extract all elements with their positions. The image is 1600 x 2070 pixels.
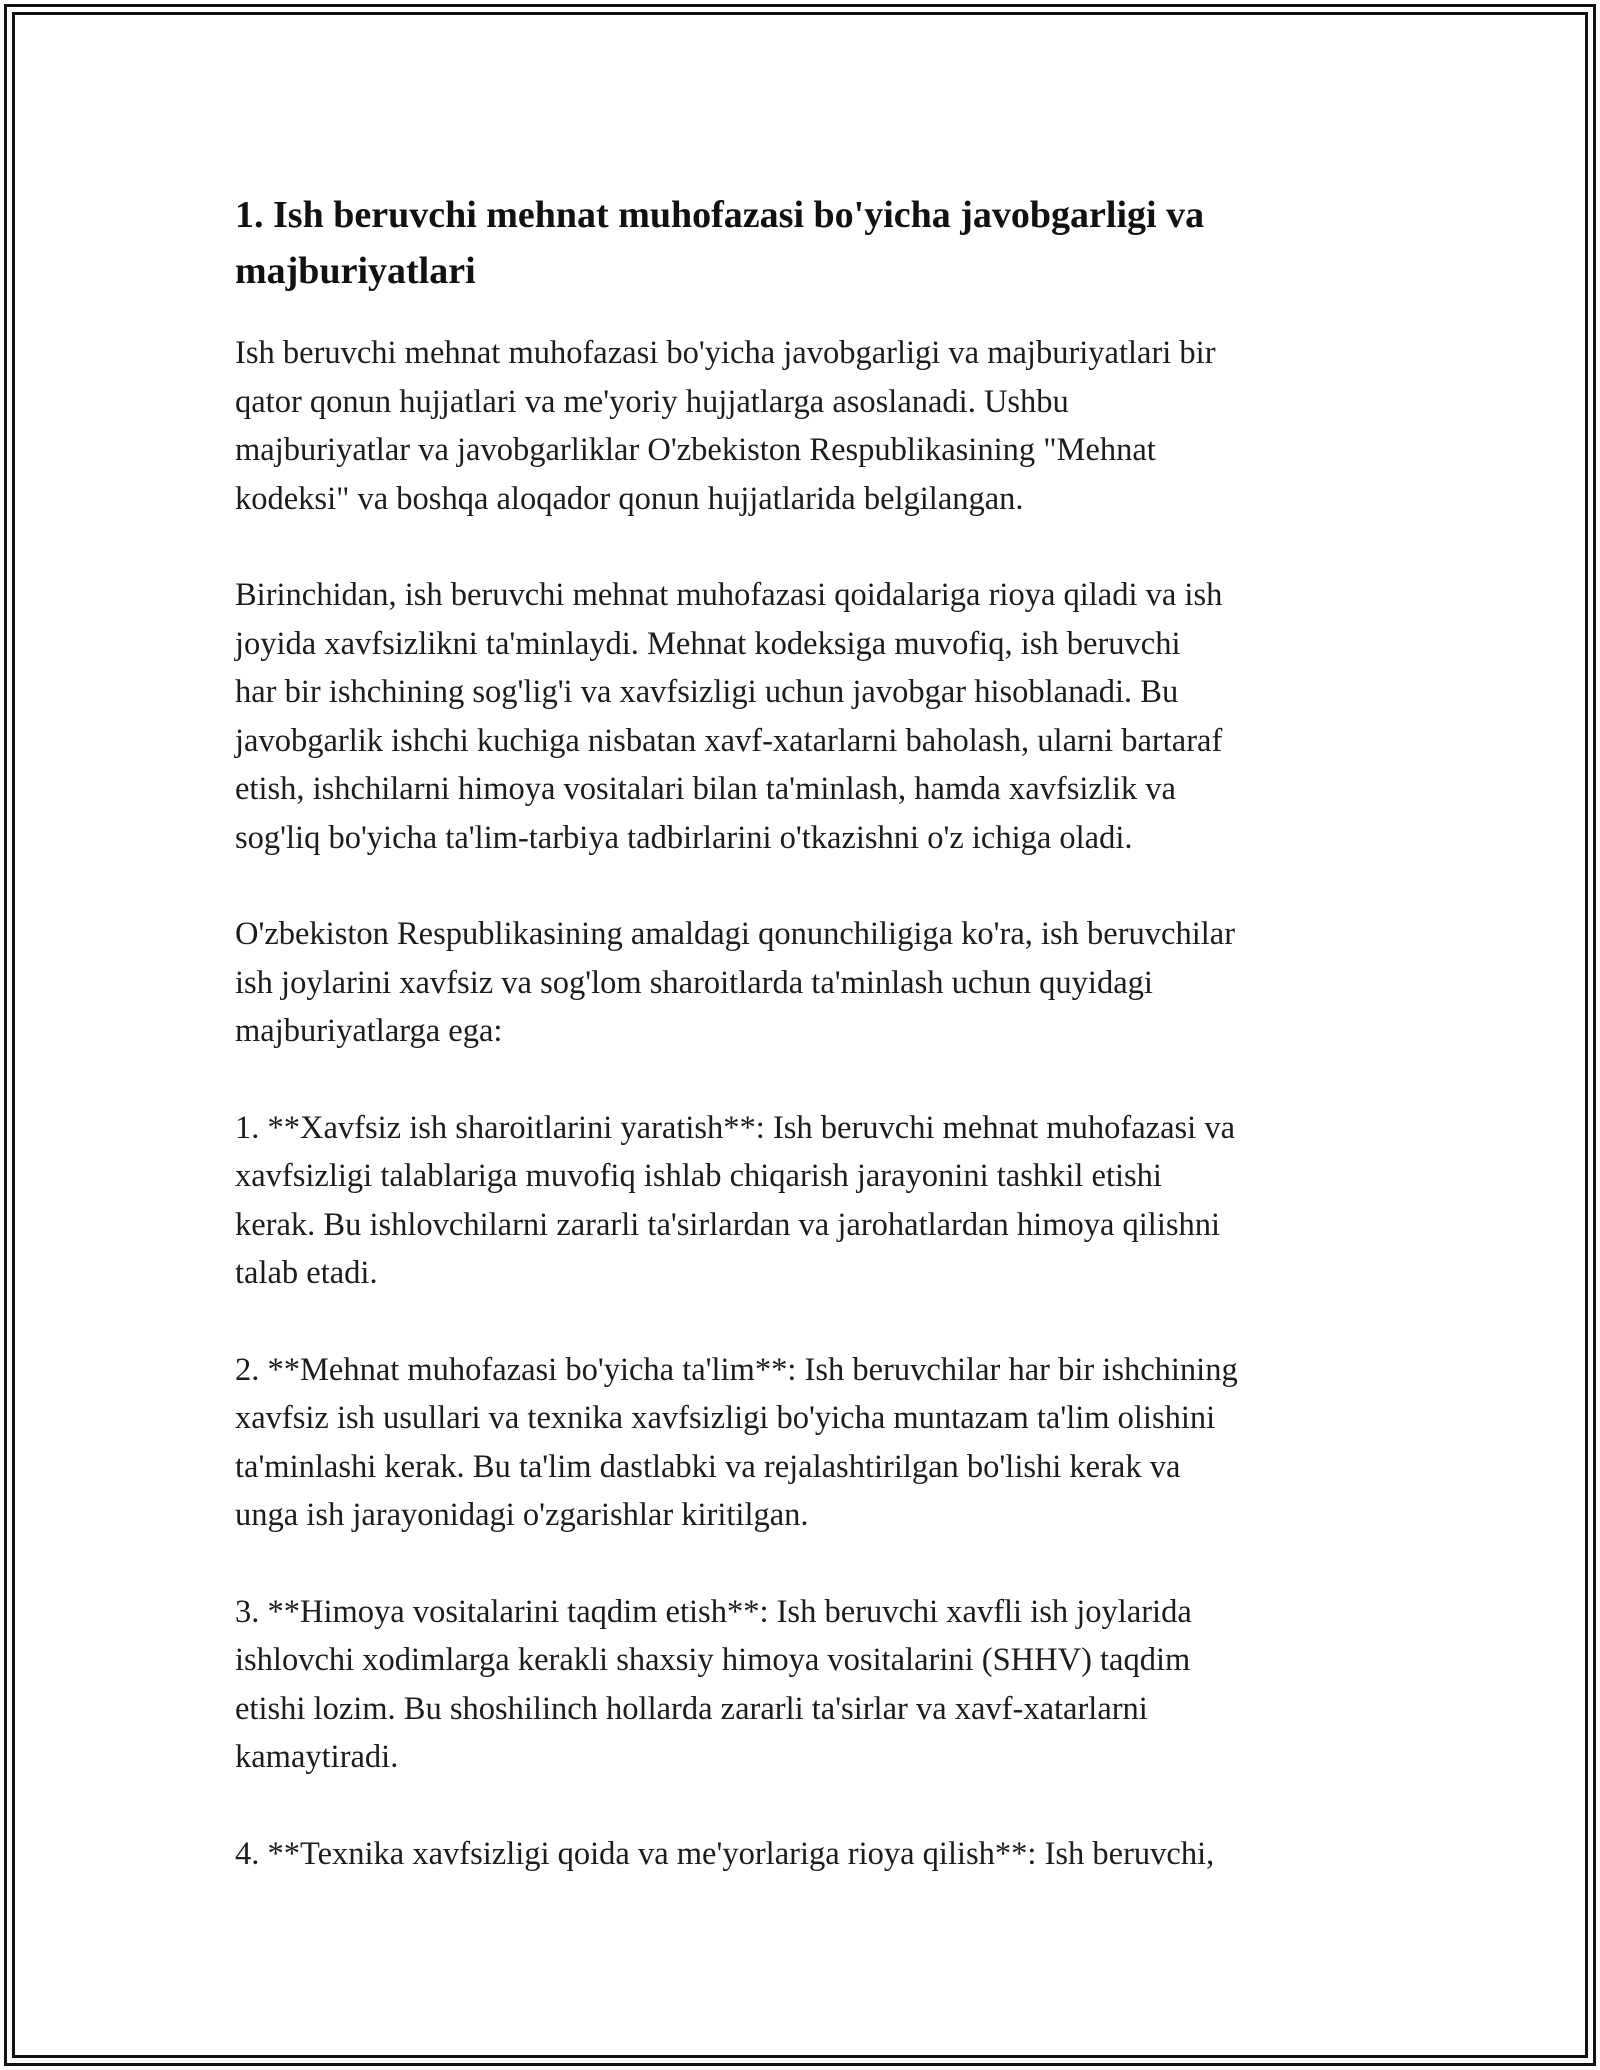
paragraph-obligations-intro: O'zbekiston Respublikasining amaldagi qonunchiligiga ko'ra, ish beruvchilar ish joylarini xavfsiz va sog'lom sharoitlarda ta'minlash uchun quyidagi majburiyatlarga ega: — [235, 916, 1236, 1049]
list-item-4: 4. **Texnika xavfsizligi qoida va me'yorlariga rioya qilish**: Ish beruvchi, — [235, 1835, 1215, 1872]
section-heading: 1. Ish beruvchi mehnat muhofazasi bo'yicha javobgarligi va majburiyatlari — [235, 194, 1205, 292]
list-item-3: 3. **Himoya vositalarini taqdim etish**: Ish beruvchi xavfli ish joylarida ishlovchi xodimlarga kerakli shaxsiy himoya vositalarini (SHHV) taqdim etishi lozim. Bu shoshilinch hollarda zararli ta'sirlar va xavf-xatarlarni kamaytiradi. — [235, 1593, 1192, 1775]
list-item-1: 1. **Xavfsiz ish sharoitlarini yaratish**: Ish beruvchi mehnat muhofazasi va xavfsizligi talablariga muvofiq ishlab chiqarish jarayonini tashkil etishi kerak. Bu ishlovchilarni zararli ta'sirlardan va jarohatlardan himoya qilishni talab etadi. — [235, 1109, 1236, 1291]
document-body — [235, 187, 1385, 1926]
paragraph-responsibility: Birinchidan, ish beruvchi mehnat muhofazasi qoidalariga rioya qiladi va ish joyida xavfsizlikni ta'minlaydi. Mehnat kodeksiga muvofiq, ish beruvchi har bir ishchining sog'lig'i va xavfsizligi uchun javobgar hisoblanadi. Bu javobgarlik ishchi kuchiga nisbatan xavf-xatarlarni baholash, ularni bartaraf etish, ishchilarni himoya vositalari bilan ta'minlash, hamda xavfsizlik va sog'liq bo'yicha ta'lim-tarbiya tadbirlarini o'tkazishni o'z ichiga oladi. — [235, 577, 1223, 856]
paragraph-intro: Ish beruvchi mehnat muhofazasi bo'yicha javobgarligi va majburiyatlari bir qator qonun hujjatlari va me'yoriy hujjatlarga asoslanadi. Ushbu majburiyatlar va javobgarliklar O'zbekiston Respublikasining "Mehnat kodeksi" va boshqa aloqador qonun hujjatlarida belgilangan. — [235, 335, 1216, 517]
list-item-2: 2. **Mehnat muhofazasi bo'yicha ta'lim**: Ish beruvchilar har bir ishchining xavfsiz ish usullari va texnika xavfsizligi bo'yicha muntazam ta'lim olishini ta'minlashi kerak. Bu ta'lim dastlabki va rejalashtirilgan bo'lishi kerak va unga ish jarayonidagi o'zgarishlar kiritilgan. — [235, 1351, 1238, 1533]
